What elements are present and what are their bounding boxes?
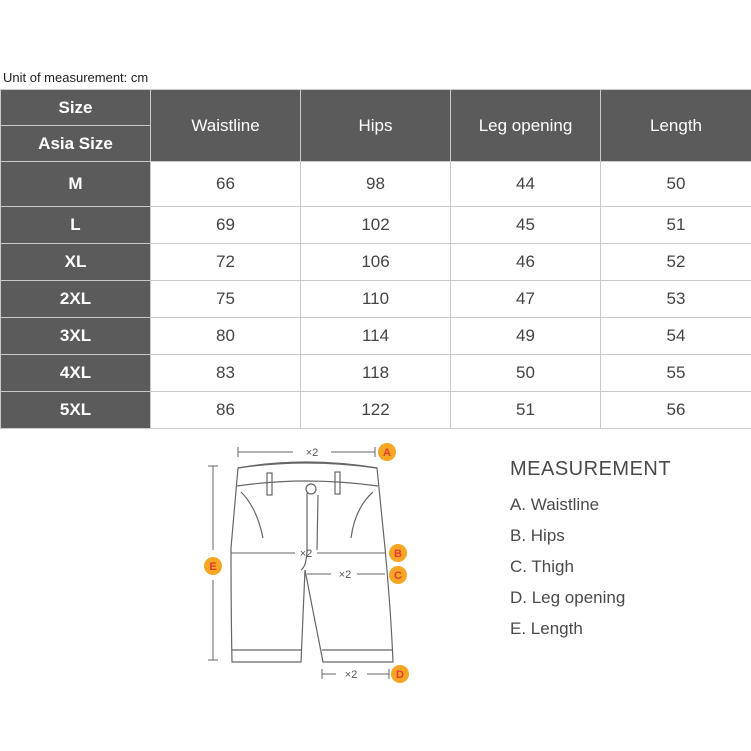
marker-d: D	[396, 669, 404, 681]
row-size-label: 3XL	[1, 318, 151, 355]
table-row	[1, 162, 751, 207]
cell-length: 55	[601, 355, 751, 392]
marker-b: B	[394, 548, 402, 560]
cell-hips: 106	[301, 244, 451, 281]
legend-item-hips: B. Hips	[510, 526, 565, 545]
multiplier-d: ×2	[344, 669, 358, 681]
legend-item-length: E. Length	[510, 619, 583, 638]
cell-leg-opening: 46	[451, 244, 601, 281]
row-size-label: 5XL	[1, 392, 151, 429]
column-header-length: Length	[601, 90, 751, 162]
legend-title: MEASUREMENT	[510, 458, 672, 480]
cell-hips: 122	[301, 392, 451, 429]
cell-waistline: 86	[151, 392, 301, 429]
row-size-label: M	[1, 162, 151, 207]
cell-waistline: 80	[151, 318, 301, 355]
cell-waistline: 83	[151, 355, 301, 392]
shorts-measurement-diagram	[195, 438, 435, 688]
measurement-legend	[510, 458, 671, 650]
cell-leg-opening: 47	[451, 281, 601, 318]
column-header-hips: Hips	[301, 90, 451, 162]
row-size-label: 4XL	[1, 355, 151, 392]
table-row	[1, 207, 751, 244]
marker-c: C	[394, 570, 402, 582]
cell-hips: 102	[301, 207, 451, 244]
cell-leg-opening: 51	[451, 392, 601, 429]
table-row	[1, 281, 751, 318]
marker-a: A	[383, 447, 391, 459]
row-size-label: XL	[1, 244, 151, 281]
row-size-label: L	[1, 207, 151, 244]
cell-length: 54	[601, 318, 751, 355]
cell-waistline: 66	[151, 162, 301, 207]
table-row	[1, 318, 751, 355]
cell-length: 53	[601, 281, 751, 318]
unit-label: Unit of measurement: cm	[3, 70, 149, 85]
cell-length: 51	[601, 207, 751, 244]
legend-item-waistline: A. Waistline	[510, 495, 600, 514]
cell-waistline: 75	[151, 281, 301, 318]
column-header-waistline: Waistline	[151, 90, 301, 162]
legend-item-leg-opening: D. Leg opening	[510, 588, 626, 607]
asia-size-header-label: Asia Size	[1, 125, 150, 161]
size-header-label: Size	[58, 97, 93, 117]
button-icon	[306, 484, 316, 494]
size-column-header	[1, 90, 151, 162]
cell-waistline: 72	[151, 244, 301, 281]
table-row	[1, 392, 751, 429]
table-row	[1, 355, 751, 392]
row-size-label: 2XL	[1, 281, 151, 318]
size-chart-table	[0, 89, 751, 429]
legend-item-thigh: C. Thigh	[510, 557, 574, 576]
table-row	[1, 244, 751, 281]
marker-e: E	[209, 561, 217, 573]
multiplier-b: ×2	[299, 548, 313, 560]
column-header-leg-opening: Leg opening	[451, 90, 601, 162]
cell-hips: 110	[301, 281, 451, 318]
cell-hips: 118	[301, 355, 451, 392]
cell-leg-opening: 45	[451, 207, 601, 244]
cell-hips: 114	[301, 318, 451, 355]
cell-length: 52	[601, 244, 751, 281]
cell-length: 56	[601, 392, 751, 429]
cell-waistline: 69	[151, 207, 301, 244]
cell-leg-opening: 49	[451, 318, 601, 355]
cell-leg-opening: 50	[451, 355, 601, 392]
cell-hips: 98	[301, 162, 451, 207]
cell-length: 50	[601, 162, 751, 207]
multiplier-a: ×2	[305, 447, 319, 459]
cell-leg-opening: 44	[451, 162, 601, 207]
multiplier-c: ×2	[338, 569, 352, 581]
